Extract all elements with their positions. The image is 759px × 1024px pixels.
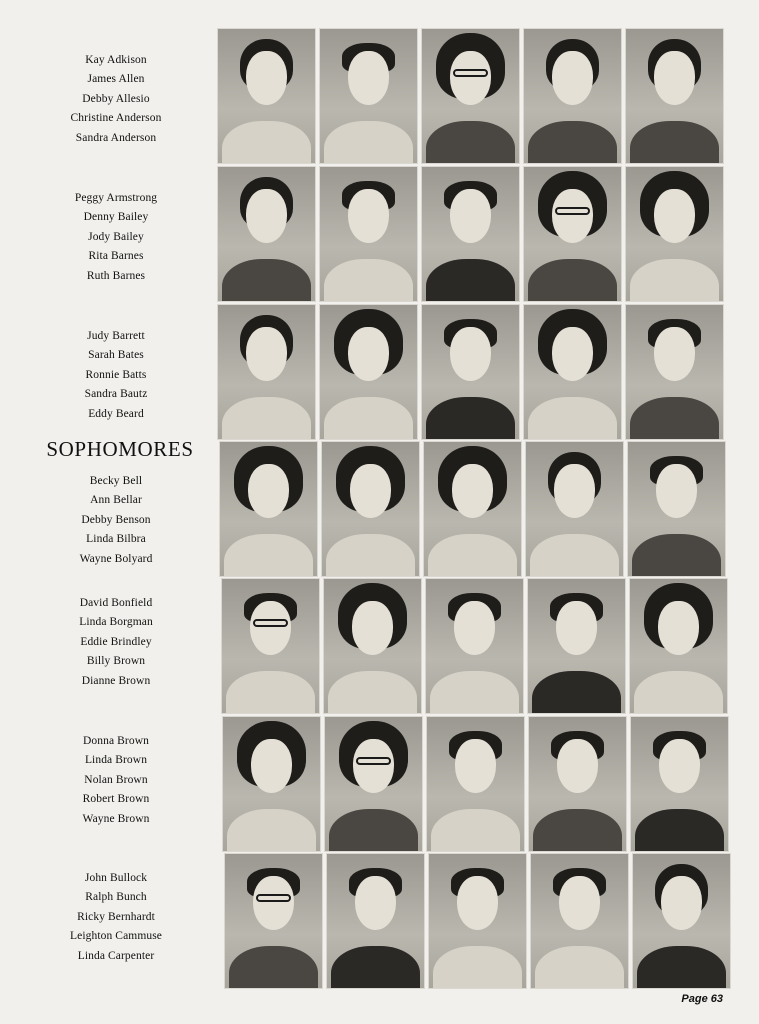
student-portrait [217, 28, 316, 164]
student-name: Linda Carpenter [77, 949, 155, 962]
name-list [36, 732, 196, 829]
student-portrait [321, 441, 420, 577]
student-portrait [219, 441, 318, 577]
photo-row [224, 853, 731, 989]
student-portrait [421, 304, 520, 440]
student-portrait [523, 304, 622, 440]
student-name: Nolan Brown [84, 773, 148, 786]
student-portrait [319, 28, 418, 164]
student-portrait [323, 578, 422, 714]
student-name: Judy Barrett [87, 330, 145, 342]
student-portrait [319, 304, 418, 440]
photo-row [217, 304, 724, 440]
student-name: Sandra Bautz [84, 388, 148, 401]
student-name: Leighton Cammuse [70, 930, 162, 943]
student-name: David Bonfield [79, 597, 153, 609]
student-portrait [527, 578, 626, 714]
student-name: Wayne Brown [82, 812, 150, 825]
student-name: Ruth Barnes [86, 269, 146, 282]
student-name: Denny Bailey [83, 211, 149, 224]
student-name: Eddy Beard [88, 407, 144, 420]
student-portrait [217, 304, 316, 440]
student-name: Billy Brown [86, 655, 146, 668]
name-list [36, 869, 196, 966]
student-portrait [217, 166, 316, 302]
student-name: Jody Bailey [88, 230, 144, 243]
student-portrait [421, 166, 520, 302]
student-name: Ann Bellar [90, 494, 142, 507]
student-portrait [319, 166, 418, 302]
student-name: Debby Benson [81, 513, 151, 526]
student-portrait [528, 716, 627, 852]
section-heading: SOPHOMORES [46, 437, 194, 461]
name-list [36, 189, 196, 286]
student-name: Debby Allesio [82, 92, 150, 105]
student-portrait [426, 716, 525, 852]
page-number: Page 63 [681, 993, 723, 1005]
student-name: Becky Bell [89, 475, 143, 487]
name-list [36, 51, 196, 148]
student-name: Sandra Anderson [75, 131, 157, 144]
student-portrait [625, 166, 724, 302]
student-name: John Bullock [84, 872, 148, 884]
student-portrait [222, 716, 321, 852]
student-name: Dianne Brown [81, 674, 151, 687]
student-portrait [428, 853, 527, 989]
student-portrait [627, 441, 726, 577]
student-name: Robert Brown [82, 793, 150, 806]
student-name: Kay Adkison [85, 54, 147, 66]
student-portrait [625, 304, 724, 440]
name-list [36, 594, 196, 691]
name-list [36, 472, 196, 569]
student-portrait [629, 578, 728, 714]
photo-row [219, 441, 726, 577]
photo-row [221, 578, 728, 714]
student-portrait [221, 578, 320, 714]
student-name: Rita Barnes [88, 250, 144, 263]
student-portrait [425, 578, 524, 714]
student-name: Ricky Bernhardt [77, 910, 155, 923]
student-name: Eddie Brindley [80, 635, 152, 648]
student-portrait [530, 853, 629, 989]
student-name: Wayne Bolyard [79, 552, 153, 565]
student-portrait [523, 28, 622, 164]
student-portrait [224, 853, 323, 989]
student-portrait [523, 166, 622, 302]
student-portrait [525, 441, 624, 577]
student-portrait [421, 28, 520, 164]
student-name: Donna Brown [83, 735, 149, 747]
student-name: Peggy Armstrong [74, 192, 158, 204]
student-portrait [324, 716, 423, 852]
student-name: Linda Brown [84, 754, 148, 767]
photo-row [217, 28, 724, 164]
student-portrait [423, 441, 522, 577]
student-name: James Allen [87, 73, 145, 86]
student-name: Linda Bilbra [86, 533, 146, 546]
student-name: Ralph Bunch [85, 891, 147, 904]
student-portrait [326, 853, 425, 989]
student-name: Sarah Bates [88, 349, 144, 362]
student-name: Ronnie Batts [85, 368, 147, 381]
student-name: Christine Anderson [70, 112, 162, 125]
photo-row [217, 166, 724, 302]
student-portrait [630, 716, 729, 852]
student-portrait [632, 853, 731, 989]
photo-row [222, 716, 729, 852]
student-name: Linda Borgman [79, 616, 153, 629]
name-list [36, 327, 196, 424]
student-portrait [625, 28, 724, 164]
